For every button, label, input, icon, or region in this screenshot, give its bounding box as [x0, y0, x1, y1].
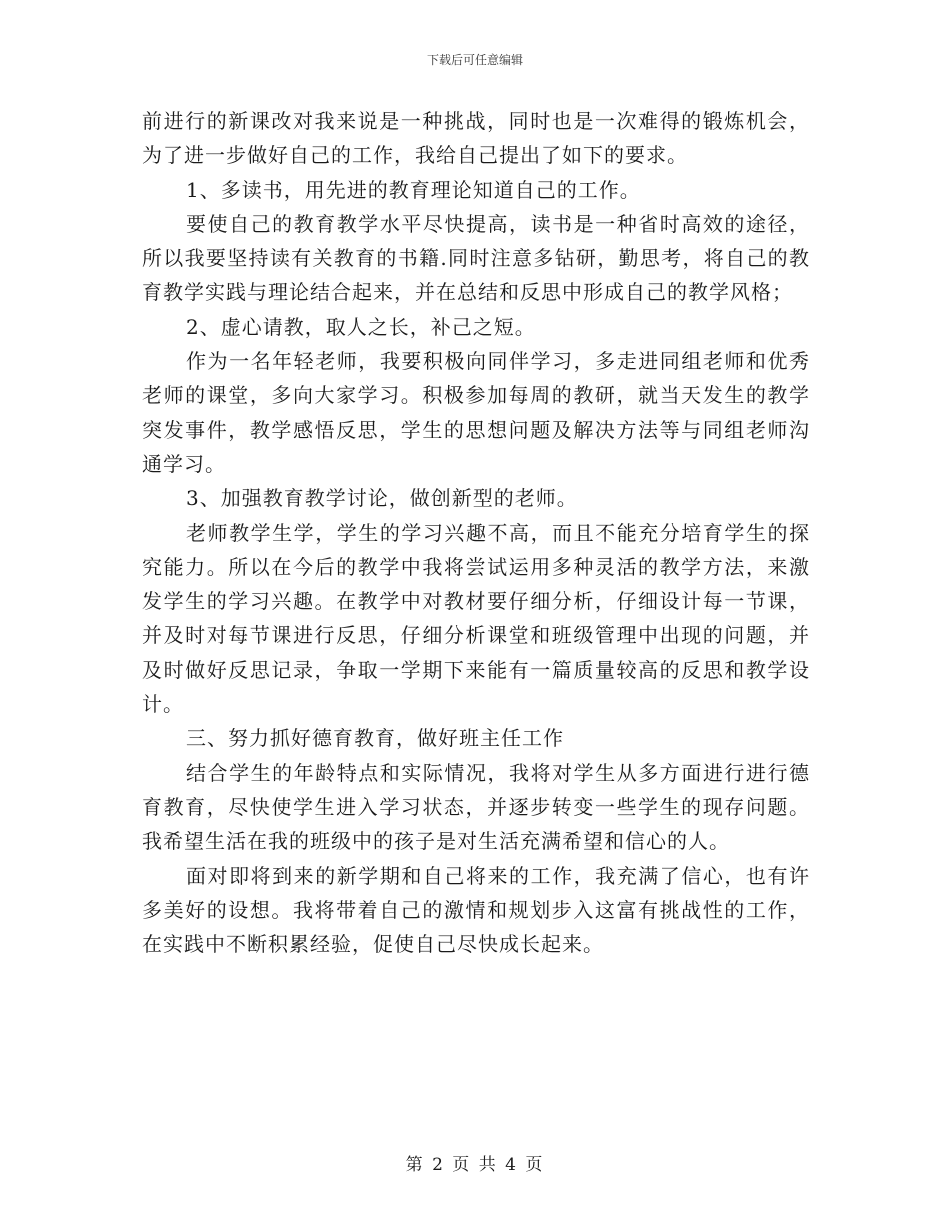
page-header: 下载后可任意编辑 [426, 53, 523, 67]
paragraph-intro: 前进行的新课改对我来说是一种挑战，同时也是一次难得的锻炼机会，为了进一步做好自己的工作，我给自己提出了如下的要求。 [142, 109, 810, 168]
heading-teaching-discussion: 3、加强教育教学讨论，做创新型的老师。 [186, 486, 578, 511]
heading-read-books: 1、多读书，用先进的教育理论知道自己的工作。 [186, 177, 641, 202]
paragraph-read-books: 要使自己的教育教学水平尽快提高，读书是一种省时高效的途径，所以我要坚持读有关教育的书籍.同时注意多钻研，勤思考，将自己的教育教学实践与理论结合起来，并在总结和反思中形成自己的教学风格； [142, 211, 810, 305]
heading-moral-education: 三、努力抓好德育教育，做好班主任工作 [186, 726, 564, 751]
document-body [142, 104, 810, 961]
heading-ask-humbly: 2、虚心请教，取人之长，补己之短。 [186, 314, 536, 339]
paragraph-moral-education: 结合学生的年龄特点和实际情况，我将对学生从多方面进行进行德育教育，尽快使学生进入学习状态，并逐步转变一些学生的现存问题。我希望生活在我的班级中的孩子是对生活充满希望和信心的人。 [142, 760, 810, 854]
paragraph-ask-humbly: 作为一名年轻老师，我要积极向同伴学习，多走进同组老师和优秀老师的课堂，多向大家学习。积极参加每周的教研，就当天发生的教学突发事件，教学感悟反思，学生的思想问题及解决方法等与同组老师沟通学习。 [142, 349, 810, 476]
paragraph-teaching-discussion: 老师教学生学，学生的学习兴趣不高，而且不能充分培育学生的探究能力。所以在今后的教学中我将尝试运用多种灵活的教学方法，来激发学生的学习兴趣。在教学中对教材要仔细分析，仔细设计每一节课，并及时对每节课进行反思，仔细分析课堂和班级管理中出现的问题，并及时做好反思记录，争取一学期下来能有一篇质量较高的反思和教学设计。 [142, 520, 810, 717]
page-number: 第 2 页 共 4 页 [405, 1155, 545, 1175]
paragraph-conclusion: 面对即将到来的新学期和自己将来的工作，我充满了信心，也有许多美好的设想。我将带着自己的激情和规划步入这富有挑战性的工作，在实践中不断积累经验，促使自己尽快成长起来。 [142, 863, 810, 957]
